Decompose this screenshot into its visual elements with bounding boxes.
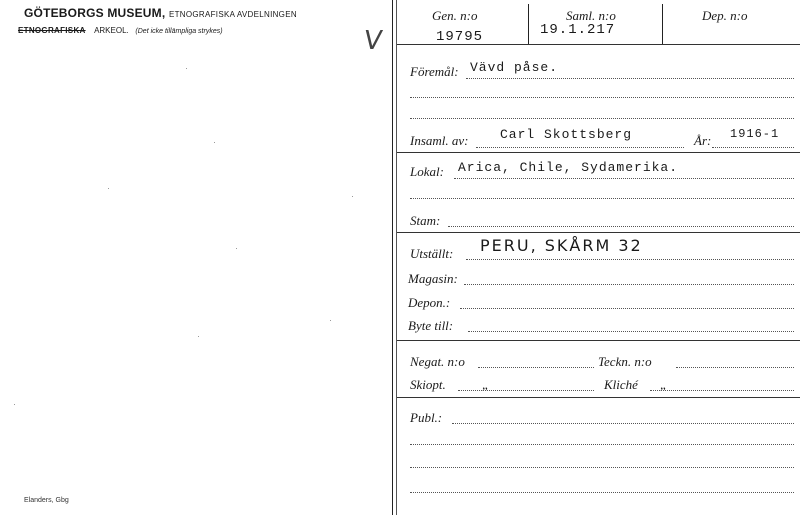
museum-name: GÖTEBORGS MUSEUM, [24,6,166,20]
ar-value: 1916-1 [730,127,780,141]
paper-speck [236,248,237,249]
paper-speck [108,188,109,189]
paper-speck [214,142,215,143]
dotted-line [410,467,794,468]
dotted-line [410,492,794,493]
skiopt-ditto-mark: „ [482,377,490,392]
instruction-note: (Det icke tillämpliga strykes) [135,28,223,35]
foremal-label: Föremål: [410,64,459,79]
form-border-left [392,0,393,515]
dotted-line [460,308,794,309]
section-rule [397,232,800,233]
section-rule [397,152,800,153]
publ-label: Publ.: [410,410,443,425]
stam-label: Stam: [410,213,441,228]
struck-section-label: ETNOGRAFISKA [18,26,86,35]
paper-speck [198,336,199,337]
dotted-line [410,444,794,445]
kliche-ditto-mark: „ [660,377,668,392]
utstallt-handwritten-value: PERU, SKÅRM 32 [480,236,643,255]
kliche-label: Kliché [604,377,638,392]
utstallt-label: Utställt: [410,246,454,261]
museum-header [24,6,297,20]
dotted-line [466,78,794,79]
dotted-line [464,284,794,285]
dotted-line [466,259,794,260]
dotted-line [410,198,794,199]
cell-divider [528,4,529,44]
arkeol-label: ARKEOL. [94,26,129,35]
skiopt-label: Skiopt. [410,377,446,392]
lokal-label: Lokal: [410,164,444,179]
negat-label: Negat. n:o [410,354,465,369]
dotted-line [448,226,794,227]
lokal-value: Arica, Chile, Sydamerika. [458,160,679,175]
printer-imprint: Elanders, Gbg [24,497,69,504]
dotted-line [454,178,794,179]
form-border-left-inner [396,0,397,515]
saml-number-label: Saml. n:o [566,8,616,23]
department-name: ETNOGRAFISKA AVDELNINGEN [168,10,297,19]
ar-label: År: [694,133,712,148]
cell-divider [662,4,663,44]
depon-label: Depon.: [408,295,451,310]
paper-speck [330,320,331,321]
dep-number-label: Dep. n:o [702,8,748,23]
dotted-line [478,367,594,368]
byte-label: Byte till: [408,318,454,333]
section-rule [397,340,800,341]
paper-speck [14,404,15,405]
check-mark: V [361,26,384,56]
paper-speck [352,196,353,197]
dotted-line [476,147,684,148]
dotted-line [676,367,794,368]
dotted-line [410,97,794,98]
teckn-label: Teckn. n:o [598,354,652,369]
paper-speck [186,68,187,69]
dotted-line [468,331,794,332]
foremal-value: Vävd påse. [470,60,559,75]
section-line [18,26,223,35]
insaml-label: Insaml. av: [410,133,469,148]
saml-number-value: 19.1.217 [540,22,616,38]
dotted-line [410,118,794,119]
dotted-line [458,390,594,391]
dotted-line [712,147,794,148]
insaml-value: Carl Skottsberg [500,127,633,142]
section-rule [397,397,800,398]
magasin-label: Magasin: [408,271,458,286]
gen-number-value: 19795 [436,29,484,45]
gen-number-label: Gen. n:o [432,8,478,23]
dotted-line [452,423,794,424]
dotted-line [650,390,794,391]
